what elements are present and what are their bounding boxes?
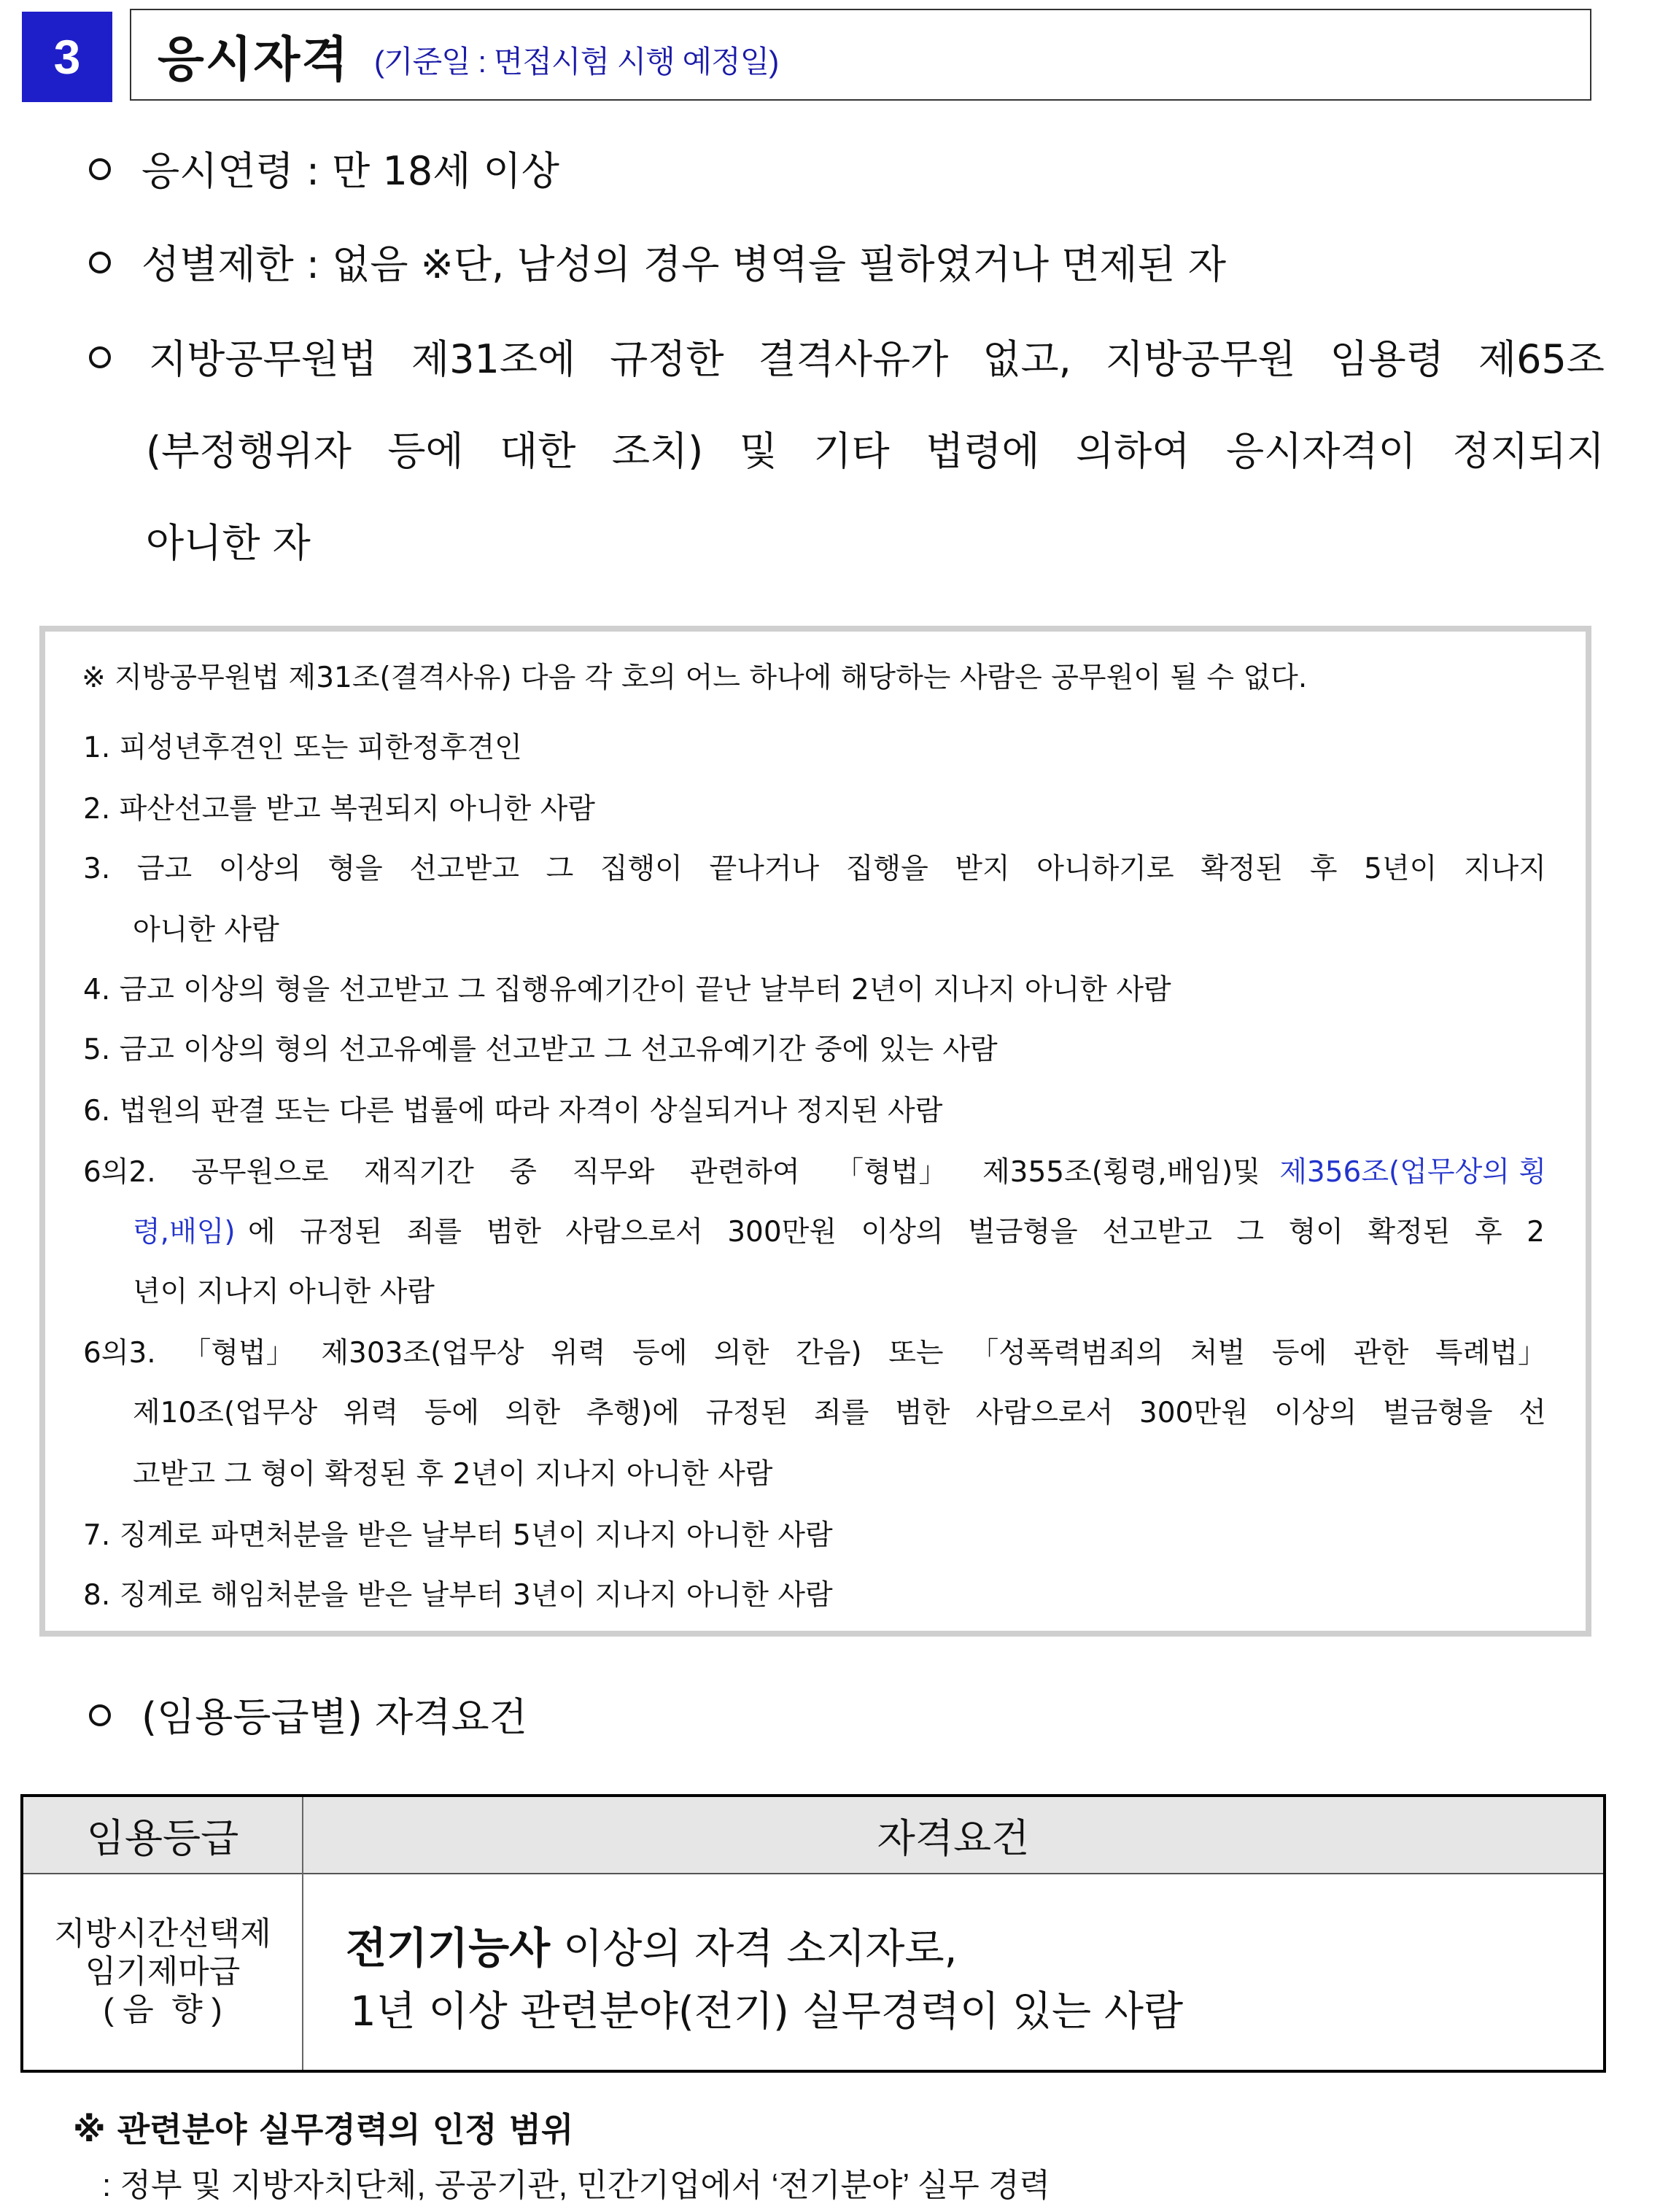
section-subtitle: (기준일 : 면접시험 시행 예정일) — [374, 44, 779, 79]
law-item-6: 6. 법원의 판결 또는 다른 법률에 따라 자격이 상실되거나 정지된 사람 — [83, 1095, 943, 1128]
word: 집행을 — [845, 853, 928, 885]
word: 벌금형을 — [1382, 1397, 1493, 1429]
word: 지방공무원 — [1105, 336, 1296, 382]
bullet-disqualification — [89, 340, 141, 379]
circle-bullet-icon — [89, 346, 111, 368]
word: 사람으로서 — [565, 1216, 703, 1249]
law-item-7: 7. 징계로 파면처분을 받은 날부터 5년이 지나지 아니한 사람 — [83, 1519, 833, 1552]
word: 범한 — [894, 1397, 950, 1429]
word: 6의3. — [83, 1337, 156, 1370]
word: (부정행위자 — [146, 428, 352, 474]
word: 에 — [248, 1216, 276, 1249]
law-item-6-2-line2-link-text: 령,배임) — [133, 1216, 236, 1249]
word: 「형법」 — [835, 1156, 947, 1189]
word: 형을 — [327, 853, 383, 885]
word: 후 — [1474, 1216, 1502, 1249]
bullet-age — [89, 148, 559, 194]
law-item-6-2-line2 — [248, 1216, 1545, 1249]
word: 위력 — [343, 1397, 399, 1429]
word: 직무와 — [572, 1156, 655, 1189]
law-item-6-3-line2 — [133, 1399, 1546, 1427]
word: 300만원 — [1139, 1397, 1249, 1429]
bullet-gender — [89, 241, 1227, 287]
circle-bullet-icon — [89, 1704, 111, 1726]
word: 기타 — [813, 428, 890, 474]
experience-note-heading: ※ 관련분야 실무경력의 인정 범위 — [73, 2110, 574, 2149]
requirement-line-2: 1년 이상 관련분야(전기) 실무경력이 있는 사람 — [350, 1988, 1184, 2036]
law-item-6-3-line3: 고받고 그 형이 확정된 후 2년이 지나지 아니한 사람 — [133, 1458, 773, 1491]
word: 조치) — [611, 428, 704, 474]
word: 지방공무원법 — [149, 336, 377, 382]
word: 그 — [546, 853, 574, 885]
bullet-age-text: 응시연령 : 만 18세 이상 — [141, 148, 559, 194]
circle-bullet-icon — [89, 252, 111, 273]
law-heading: ※ 지방공무원법 제31조(결격사유) 다음 각 호의 어느 하나에 해당하는 사람은 공무원이 될 수 없다. — [82, 661, 1308, 694]
word: 집행이 — [600, 853, 683, 885]
grade-line-1: 지방시간선택제 — [54, 1916, 271, 1952]
word: 관련하여 — [689, 1156, 800, 1189]
word: 이상의 — [861, 1216, 944, 1249]
word: 끝나거나 — [709, 853, 820, 885]
bullet-disqualification-line3: 아니한 자 — [146, 520, 311, 566]
section-number-badge: 3 — [22, 12, 112, 102]
word: 사람으로서 — [975, 1397, 1114, 1429]
word: 등에 — [632, 1337, 688, 1370]
word: 등에 — [387, 428, 464, 474]
table-header-grade: 임용등급 — [86, 1816, 239, 1860]
word: 위력 — [551, 1337, 606, 1370]
law-item-6-2-line3: 년이 지나지 아니한 사람 — [133, 1276, 435, 1308]
word: 또는 — [888, 1337, 944, 1370]
word: 관한 — [1353, 1337, 1409, 1370]
law-item-6-2-line1 — [83, 1158, 1260, 1187]
word: 처벌 — [1190, 1337, 1246, 1370]
word: 특례법」 — [1435, 1337, 1546, 1370]
word: 2 — [1527, 1216, 1545, 1249]
word: 법령에 — [926, 428, 1040, 474]
word: 등에 — [424, 1397, 480, 1429]
requirement-line-1-text: 이상의 자격 소지자로, — [563, 1925, 958, 1973]
word: 및 — [739, 428, 777, 474]
law-item-6-2-line1-link-text: 제356조(업무상의 횡 — [1279, 1156, 1546, 1189]
section-title-box — [130, 9, 1591, 101]
law-item-1: 1. 피성년후견인 또는 피한정후견인 — [83, 731, 522, 764]
word: 규정된 — [300, 1216, 383, 1249]
grade-line-2: 임기제마급 — [85, 1954, 241, 1990]
bullet-disqualification-line1 — [149, 336, 1605, 382]
word: 아니하기로 — [1036, 853, 1174, 885]
grade-line-3: ( 음 향 ) — [103, 1991, 222, 2027]
word: 선 — [1519, 1397, 1546, 1429]
word: 6의2. — [83, 1156, 156, 1189]
word: 없고, — [982, 336, 1071, 382]
word: 추행)에 — [586, 1397, 680, 1429]
word: 확정된 — [1201, 853, 1284, 885]
law-item-3-line2: 아니한 사람 — [133, 914, 279, 947]
requirements-table — [20, 1794, 1606, 2073]
word: 받지 — [955, 853, 1010, 885]
requirement-certificate: 전기기능사 — [346, 1925, 551, 1972]
requirement-line-1 — [346, 1914, 957, 1975]
word: 5년이 — [1364, 853, 1438, 885]
law-item-2: 2. 파산선고를 받고 복권되지 아니한 사람 — [83, 793, 595, 826]
word: 그 — [1236, 1216, 1265, 1249]
bullet-gender-text: 성별제한 : 없음 ※단, 남성의 경우 병역을 필하였거나 면제된 자 — [141, 241, 1227, 287]
law-item-4: 4. 금고 이상의 형을 선고받고 그 집행유예기간이 끝난 날부터 2년이 지나지 아니한 사람 — [83, 974, 1171, 1006]
word: 벌금형을 — [968, 1216, 1078, 1249]
word: 죄를 — [814, 1397, 869, 1429]
table-cell-grade — [23, 1874, 302, 2070]
word: 제31조에 — [411, 336, 576, 382]
table-header-requirements: 자격요건 — [877, 1816, 1030, 1860]
experience-note-body: : 정부 및 지방자치단체, 공공기관, 민간기업에서 ‘전기분야’ 실무 경력 — [102, 2168, 1050, 2203]
word: 간음) — [796, 1337, 862, 1370]
law-item-5: 5. 금고 이상의 형의 선고유예를 선고받고 그 선고유예기간 중에 있는 사람 — [83, 1033, 998, 1066]
word: 지나지 — [1463, 853, 1546, 885]
word: 죄를 — [406, 1216, 462, 1249]
word: 재직기간 — [364, 1156, 474, 1189]
word: 정지되지 — [1452, 428, 1605, 474]
word: 의한 — [714, 1337, 769, 1370]
word: 확정된 — [1368, 1216, 1451, 1249]
law-item-3-line1 — [83, 855, 1546, 883]
law-item-8: 8. 징계로 해임처분을 받은 날부터 3년이 지나지 아니한 사람 — [83, 1579, 833, 1612]
word: 후 — [1309, 853, 1338, 885]
word: 응시자격이 — [1225, 428, 1416, 474]
word: 제10조(업무상 — [133, 1397, 318, 1429]
word: 의하여 — [1076, 428, 1190, 474]
word: 중 — [509, 1156, 537, 1189]
word: 선고받고 — [1102, 1216, 1212, 1249]
word: 규정한 — [610, 336, 724, 382]
word: 이상의 — [218, 853, 301, 885]
word: 규정된 — [705, 1397, 788, 1429]
word: 등에 — [1271, 1337, 1327, 1370]
word: 의한 — [505, 1397, 561, 1429]
word: 결격사유가 — [758, 336, 949, 382]
word: 이상의 — [1274, 1397, 1357, 1429]
requirements-heading — [89, 1694, 527, 1740]
circle-bullet-icon — [89, 158, 111, 180]
word: 「성폭력범죄의 — [970, 1337, 1164, 1370]
word: 300만원 — [727, 1216, 837, 1249]
word: 임용령 — [1330, 336, 1444, 382]
word: 선고받고 — [409, 853, 519, 885]
word: 제65조 — [1478, 336, 1605, 382]
word: 제303조(업무상 — [321, 1337, 524, 1370]
word: 3. — [83, 853, 111, 885]
word: 형이 — [1288, 1216, 1343, 1249]
word: 대한 — [500, 428, 576, 474]
section-title: 응시자격 — [158, 31, 350, 86]
word: 공무원으로 — [191, 1156, 329, 1189]
bullet-disqualification-line2 — [146, 428, 1605, 474]
word: 금고 — [136, 853, 193, 885]
word: 제355조(횡령,배임)및 — [982, 1156, 1260, 1189]
word: 범한 — [486, 1216, 541, 1249]
law-item-6-3-line1 — [83, 1337, 1546, 1370]
word: 「형법」 — [182, 1337, 295, 1370]
requirements-heading-text: (임용등급별) 자격요건 — [141, 1694, 527, 1740]
